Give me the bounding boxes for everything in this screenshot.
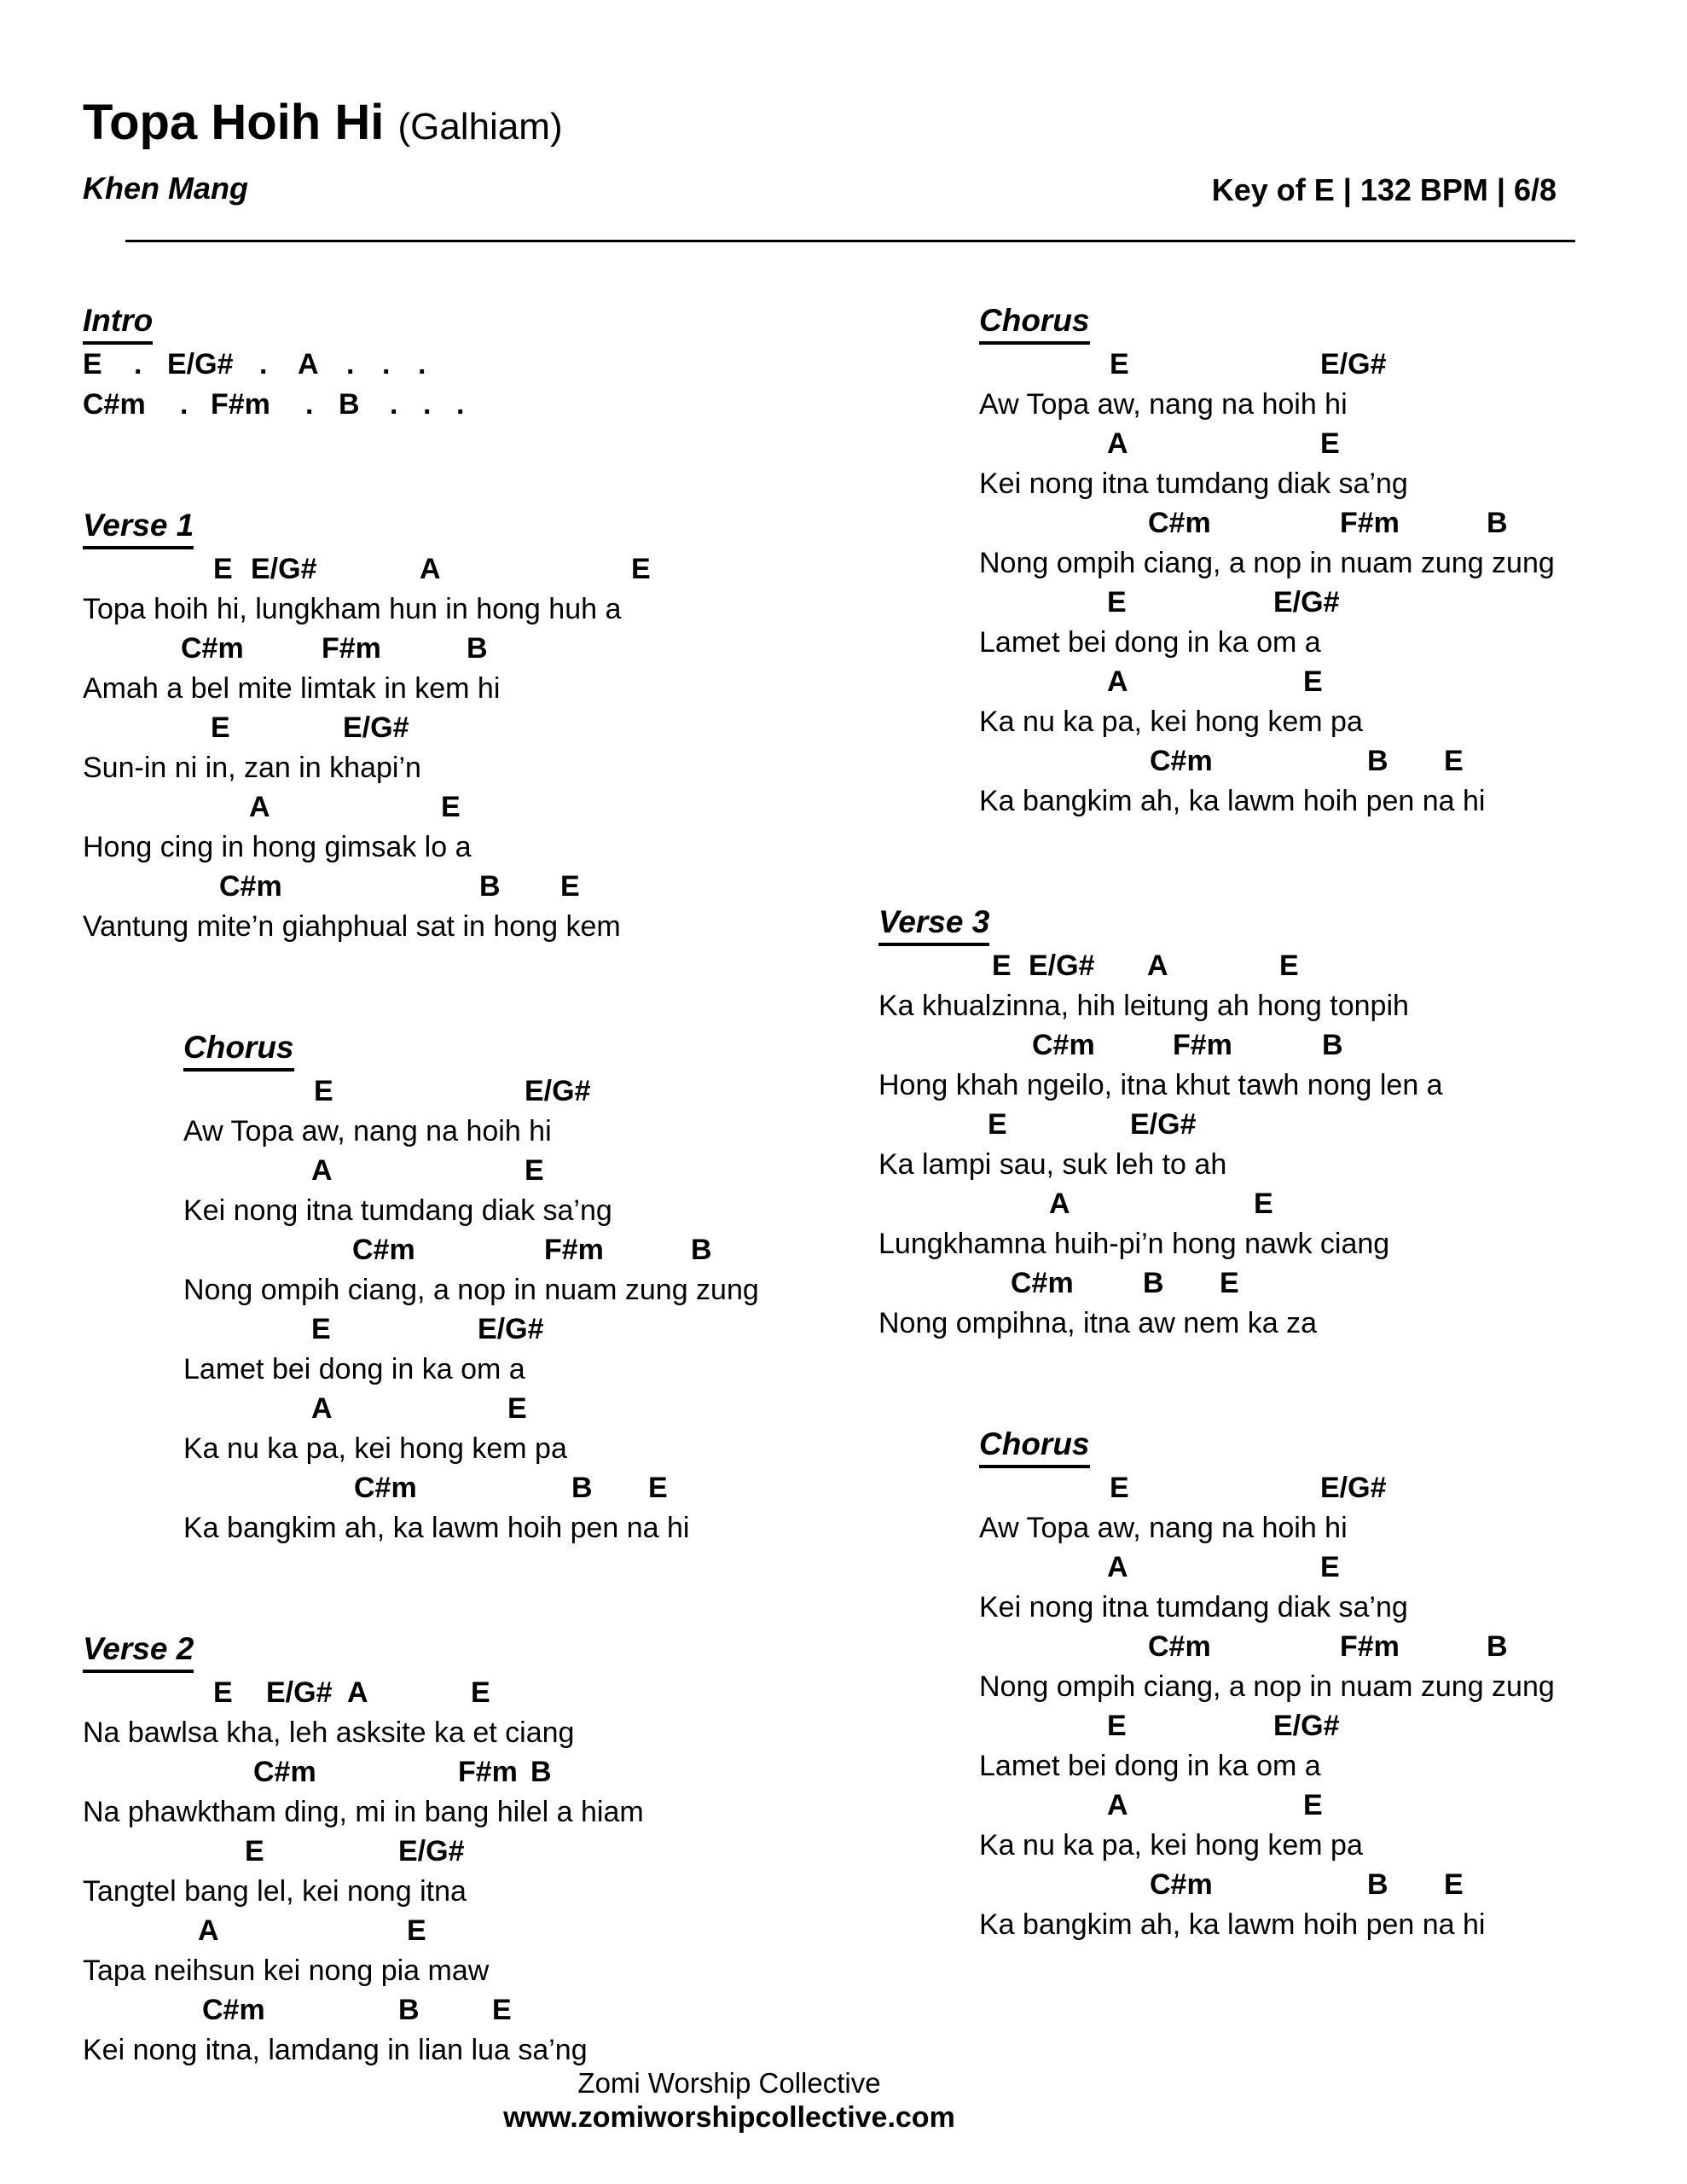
section-verse3 [878, 902, 1672, 1343]
chord-symbol: C#m [202, 1994, 265, 2026]
chord-symbol: . [305, 387, 314, 421]
chord-line [183, 1389, 850, 1429]
chord-line [979, 1627, 1672, 1667]
lyric-line: Ka nu ka pa, kei hong kem pa [979, 705, 1363, 738]
chord-symbol: E [988, 1108, 1007, 1141]
lyric-line: Ka bangkim ah, ka lawm hoih pen na hi [979, 1908, 1486, 1941]
chord-symbol: F#m [1173, 1029, 1232, 1061]
chord-symbol: F#m [544, 1234, 604, 1266]
lyric-line: Lungkhamna huih-pi’n hong nawk ciang [878, 1227, 1390, 1260]
chord-symbol: . [418, 348, 426, 380]
section-heading: Intro [83, 300, 153, 345]
lyric-line: Hong cing in hong gimsak lo a [83, 830, 472, 863]
chord-line [83, 867, 850, 907]
right-column [878, 300, 1672, 2025]
chord-symbol: E [1320, 1551, 1340, 1583]
chord-symbol: E/G# [1320, 348, 1387, 380]
chord-line [878, 1025, 1672, 1066]
chord-symbol: B [1487, 1630, 1508, 1663]
chord-symbol: E [213, 553, 233, 585]
chord-symbol: C#m [1150, 1868, 1213, 1901]
left-column [83, 300, 850, 2151]
chord-symbol: E [1444, 745, 1464, 777]
chord-symbol: E [492, 1994, 512, 2026]
chord-line [979, 503, 1672, 543]
lyric-line: Aw Topa aw, nang na hoih hi [183, 1114, 552, 1147]
lyric-line: Lamet bei dong in ka om a [183, 1352, 525, 1385]
lyric-line: Kei nong itna tumdang diak sa’ng [979, 1590, 1408, 1623]
chord-line [878, 1105, 1672, 1145]
chord-symbol: E/G# [478, 1313, 544, 1345]
chord-symbol: B [1487, 507, 1508, 539]
chord-line [83, 787, 850, 828]
chord-symbol: C#m [253, 1756, 316, 1788]
section-chorus [979, 300, 1672, 821]
chord-line [83, 1990, 850, 2030]
chord-line [83, 1911, 850, 1951]
chord-symbol: . [382, 348, 391, 380]
lyric-line: Nong ompih ciang, a nop in nuam zung zung [979, 546, 1555, 579]
chord-symbol: A [1107, 1551, 1128, 1583]
chord-symbol: E [83, 348, 102, 380]
chord-symbol: E [1444, 1868, 1464, 1901]
lyric-line: Lamet bei dong in ka om a [979, 1749, 1321, 1782]
chord-symbol: E [1107, 586, 1127, 619]
chord-symbol: E/G# [1130, 1108, 1197, 1141]
chord-symbol: B [530, 1756, 552, 1788]
chord-symbol: B [691, 1234, 712, 1266]
chord-symbol: A [311, 1154, 333, 1187]
chord-symbol: E/G# [398, 1835, 465, 1867]
chord-symbol: B [339, 387, 360, 421]
lyric-line: Kei nong itna tumdang diak sa’ng [979, 467, 1408, 500]
section-verse1 [83, 505, 850, 946]
chord-symbol: E [1303, 665, 1323, 698]
chord-line [83, 629, 850, 669]
chord-symbol: A [1147, 950, 1168, 982]
chord-symbol: A [1107, 427, 1128, 460]
chord-symbol: C#m [1148, 1630, 1211, 1663]
chord-symbol: A [420, 553, 441, 585]
chord-line [83, 1752, 850, 1792]
chord-line [979, 424, 1672, 464]
chord-symbol: A [1107, 1789, 1128, 1821]
chord-symbol: E [1110, 348, 1129, 380]
chord-symbol: B [1367, 1868, 1388, 1901]
chord-symbol: . [423, 387, 432, 421]
chord-line [878, 1184, 1672, 1224]
lyric-line: Sun-in ni in, zan in khapi’n [83, 751, 421, 784]
lyric-line: Tapa neihsun kei nong pia maw [83, 1954, 490, 1987]
key-tempo-meter: Key of E | 132 BPM | 6/8 [1211, 172, 1557, 207]
chord-symbol: B [1367, 745, 1388, 777]
lyric-line: Lamet bei dong in ka om a [979, 625, 1321, 659]
chord-symbol: C#m [1148, 507, 1211, 539]
footer [102, 2066, 1356, 2135]
chord-symbol: E [245, 1835, 264, 1867]
chord-symbol: B [571, 1472, 593, 1504]
lyric-line: Ka bangkim ah, ka lawm hoih pen na hi [183, 1511, 690, 1544]
chord-line [979, 583, 1672, 623]
chord-symbol: B [1143, 1267, 1164, 1299]
chord-symbol: E [1110, 1472, 1129, 1504]
page-title [83, 96, 563, 150]
chord-symbol: E [525, 1154, 544, 1187]
chord-line [83, 708, 850, 748]
chord-symbol: E [311, 1313, 331, 1345]
section-heading: Chorus [183, 1027, 294, 1072]
chord-symbol: E [1320, 427, 1340, 460]
lyric-line: Topa hoih hi, lungkham hun in hong huh a [83, 592, 622, 625]
chord-line [83, 1832, 850, 1872]
chord-symbol: C#m [354, 1472, 417, 1504]
chord-symbol: E [471, 1676, 490, 1709]
lyric-line: Nong ompihna, itna aw nem ka za [878, 1306, 1318, 1339]
section-heading: Verse 1 [83, 505, 194, 549]
chord-symbol: . [134, 348, 142, 380]
chord-line [183, 1468, 850, 1508]
chord-symbol: C#m [352, 1234, 415, 1266]
chord-line [83, 1673, 850, 1713]
chord-line [979, 1865, 1672, 1905]
chord-line [979, 345, 1672, 385]
footer-website-url: www.zomiworshipcollective.com [503, 2101, 955, 2134]
lyric-line: Hong khah ngeilo, itna khut tawh nong len a [878, 1068, 1443, 1101]
chord-symbol: E/G# [525, 1075, 591, 1107]
chord-symbol: E/G# [251, 553, 317, 585]
section-heading: Verse 2 [83, 1629, 194, 1673]
chord-symbol: E/G# [266, 1676, 333, 1709]
chord-symbol: E [992, 950, 1012, 982]
section-intro [83, 300, 850, 424]
chord-line [878, 1263, 1672, 1304]
lyric-line: Kei nong itna tumdang diak sa’ng [183, 1194, 612, 1227]
song-title-suffix: (Galhiam) [397, 106, 563, 148]
chord-symbol: E [1220, 1267, 1239, 1299]
chord-symbol: E [1279, 950, 1299, 982]
chord-symbol: . [180, 387, 188, 421]
chord-line [183, 1230, 850, 1270]
chord-symbol: C#m [181, 632, 244, 665]
chord-symbol: B [398, 1994, 420, 2026]
chord-symbol: F#m [322, 632, 381, 665]
chord-symbol: F#m [1340, 507, 1400, 539]
chord-symbol: F#m [458, 1756, 518, 1788]
chord-symbol: . [346, 348, 355, 380]
chord-symbol: E/G# [1273, 1710, 1340, 1742]
chord-symbol: E [1107, 1710, 1127, 1742]
chord-line [183, 1072, 850, 1112]
lyric-line: Aw Topa aw, nang na hoih hi [979, 387, 1348, 421]
chord-symbol: B [1322, 1029, 1343, 1061]
section-chorus [979, 1424, 1672, 1944]
lyric-line: Nong ompih ciang, a nop in nuam zung zung [979, 1670, 1555, 1703]
chord-symbol: C#m [219, 870, 282, 903]
chord-line [183, 1151, 850, 1191]
lyric-line: Ka nu ka pa, kei hong kem pa [183, 1432, 567, 1465]
chord-line [83, 345, 850, 385]
section-chorus [183, 1027, 850, 1548]
lyric-line: Ka bangkim ah, ka lawm hoih pen na hi [979, 784, 1486, 817]
chord-symbol: C#m [1011, 1267, 1074, 1299]
chord-symbol: A [1107, 665, 1128, 698]
chord-symbol: E/G# [1029, 950, 1095, 982]
lyric-line: Amah a bel mite limtak in kem hi [83, 671, 501, 705]
chord-symbol: E [211, 712, 230, 744]
lyric-line: Tangtel bang lel, kei nong itna [83, 1874, 467, 1908]
chord-line [979, 1706, 1672, 1746]
chord-symbol: E/G# [343, 712, 409, 744]
chord-line [83, 549, 850, 590]
chord-symbol: A [347, 1676, 368, 1709]
section-heading: Verse 3 [878, 902, 989, 946]
chord-symbol: A [298, 348, 319, 380]
section-heading: Chorus [979, 1424, 1090, 1468]
chord-symbol: A [311, 1392, 333, 1425]
chord-symbol: E/G# [1320, 1472, 1387, 1504]
chord-line [979, 1468, 1672, 1508]
chord-line [979, 1548, 1672, 1588]
chord-line [878, 946, 1672, 986]
lyric-line: Ka khualzinna, hih leitung ah hong tonpih [878, 989, 1409, 1022]
chord-symbol: E [441, 791, 461, 823]
chord-symbol: E/G# [1273, 586, 1340, 619]
header-divider [125, 240, 1575, 242]
chord-symbol: A [1049, 1188, 1070, 1220]
chord-line [83, 385, 850, 425]
chord-line [979, 741, 1672, 781]
chord-symbol: F#m [1340, 1630, 1400, 1663]
chord-symbol: B [479, 870, 501, 903]
chord-symbol: E [407, 1914, 426, 1947]
chord-symbol: C#m [1032, 1029, 1095, 1061]
artist-name: Khen Mang [83, 171, 248, 206]
chord-symbol: F#m [211, 387, 270, 421]
chord-line [979, 1786, 1672, 1826]
lyric-line: Vantung mite’n giahphual sat in hong kem [83, 909, 621, 943]
section-heading: Chorus [979, 300, 1090, 345]
chord-line [979, 662, 1672, 702]
chord-symbol: . [456, 387, 465, 421]
chord-line [183, 1310, 850, 1350]
song-title: Topa Hoih Hi [83, 95, 385, 150]
chord-symbol: A [198, 1914, 219, 1947]
chord-symbol: E [213, 1676, 233, 1709]
chord-symbol: E [314, 1075, 333, 1107]
chord-symbol: B [467, 632, 488, 665]
chord-symbol: E [560, 870, 580, 903]
lyric-line: Na bawlsa kha, leh asksite ka et ciang [83, 1716, 575, 1749]
section-verse2 [83, 1629, 850, 2070]
chord-symbol: E [648, 1472, 668, 1504]
lyric-line: Nong ompih ciang, a nop in nuam zung zung [183, 1273, 759, 1306]
chord-symbol: E/G# [167, 348, 234, 380]
lyric-line: Ka nu ka pa, kei hong kem pa [979, 1828, 1363, 1862]
chord-symbol: . [390, 387, 398, 421]
lyric-line: Ka lampi sau, suk leh to ah [878, 1147, 1227, 1181]
chord-symbol: E [1254, 1188, 1273, 1220]
lyric-line: Aw Topa aw, nang na hoih hi [979, 1511, 1348, 1544]
chord-symbol: C#m [1150, 745, 1213, 777]
chord-symbol: C#m [83, 387, 146, 421]
chord-symbol: E [507, 1392, 527, 1425]
chord-symbol: E [1303, 1789, 1323, 1821]
chord-symbol: A [249, 791, 270, 823]
lyric-line: Na phawktham ding, mi in bang hilel a hiam [83, 1795, 644, 1828]
chord-symbol: . [259, 348, 268, 380]
footer-org-name: Zomi Worship Collective [577, 2067, 881, 2099]
chord-symbol: E [631, 553, 651, 585]
lyric-line: Kei nong itna, lamdang in lian lua sa’ng [83, 2033, 588, 2066]
